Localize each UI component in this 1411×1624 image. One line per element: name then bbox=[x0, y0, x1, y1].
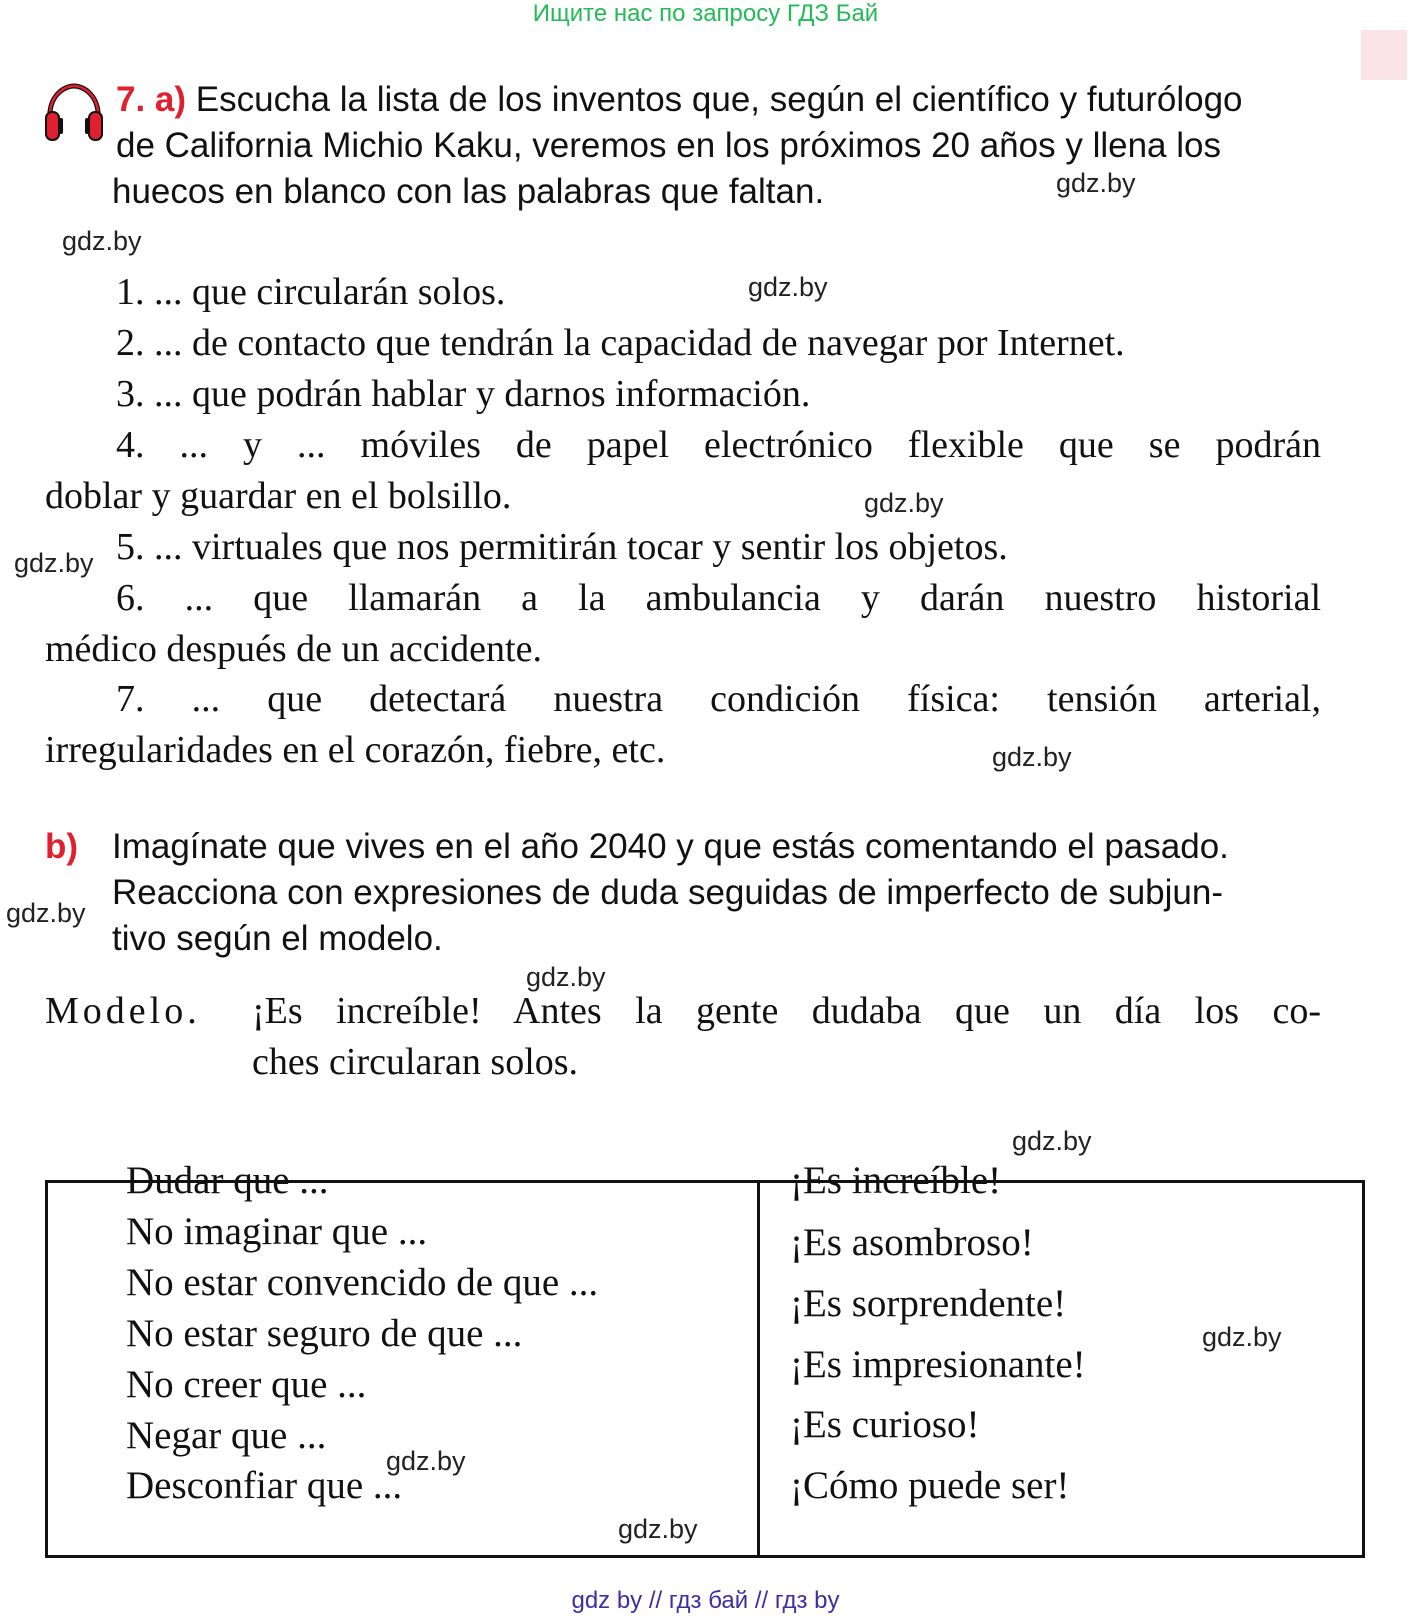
model-label: Modelo. bbox=[45, 990, 201, 1032]
model-line-1: ¡Es increíble! Antes la gente dudaba que un día los co- bbox=[252, 990, 1321, 1032]
watermark: gdz.by bbox=[386, 1446, 466, 1476]
exercise-a-line-1 bbox=[116, 76, 1243, 123]
reaction-expression: ¡Es sorprendente! bbox=[790, 1282, 1067, 1325]
watermark: gdz.by bbox=[6, 898, 86, 928]
doubt-expression: Negar que ... bbox=[126, 1414, 327, 1457]
exercise-b-line-3: tivo según el modelo. bbox=[112, 919, 443, 958]
watermark: gdz.by bbox=[14, 548, 94, 578]
watermark: gdz.by bbox=[864, 488, 944, 518]
watermark: gdz.by bbox=[618, 1514, 698, 1544]
doubt-expression: No estar seguro de que ... bbox=[126, 1312, 523, 1355]
site-banner: Ищите нас по запросу ГДЗ Бай bbox=[532, 0, 879, 27]
list-item-1: 1. ... que circularán solos. bbox=[116, 271, 506, 313]
watermark: gdz.by bbox=[1202, 1322, 1282, 1352]
list-item-2: 2. ... de contacto que tendrán la capacidad de navegar por Internet. bbox=[116, 322, 1125, 364]
list-item-4-first: 4. ... y ... móviles de papel electrónico flexible que se podrán bbox=[116, 424, 1321, 466]
doubt-expression: Dudar que ... bbox=[126, 1159, 329, 1202]
reaction-expression: ¡Es increíble! bbox=[790, 1159, 1002, 1202]
watermark: gdz.by bbox=[62, 226, 142, 256]
watermark: gdz.by bbox=[748, 272, 828, 302]
list-item-3: 3. ... que podrán hablar y darnos información. bbox=[116, 373, 811, 415]
reaction-expression: ¡Cómo puede ser! bbox=[790, 1464, 1070, 1507]
list-item-6-first: 6. ... que llamarán a la ambulancia y darán nuestro historial bbox=[116, 577, 1321, 619]
watermark: gdz.by bbox=[1012, 1126, 1092, 1156]
reaction-expression: ¡Es asombroso! bbox=[790, 1221, 1034, 1264]
page-corner-tab bbox=[1361, 30, 1407, 80]
site-footer: gdz by // гдз бай // гдз by bbox=[571, 1587, 840, 1614]
exercise-a-number: 7. a) bbox=[116, 80, 187, 119]
watermark: gdz.by bbox=[992, 742, 1072, 772]
list-item-6-second: médico después de un accidente. bbox=[45, 628, 542, 670]
table-divider bbox=[757, 1180, 760, 1558]
watermark: gdz.by bbox=[526, 962, 606, 992]
list-item-7-second: irregularidades en el corazón, fiebre, etc. bbox=[45, 729, 666, 771]
doubt-expression: No estar convencido de que ... bbox=[126, 1261, 599, 1304]
list-item-7-first: 7. ... que detectará nuestra condición física: tensión arterial, bbox=[116, 678, 1321, 720]
doubt-expression: Desconfiar que ... bbox=[126, 1464, 403, 1507]
doubt-expression: No creer que ... bbox=[126, 1363, 367, 1406]
headphones-icon bbox=[42, 82, 106, 144]
model-line-2: ches circularan solos. bbox=[252, 1041, 579, 1083]
exercise-a-text-1: Escucha la lista de los inventos que, según el científico y futurólogo bbox=[195, 80, 1243, 119]
list-item-4-second: doblar y guardar en el bolsillo. bbox=[45, 475, 512, 517]
exercise-b-line-2: Reacciona con expresiones de duda seguidas de imperfecto de subjun- bbox=[112, 873, 1223, 912]
doubt-expression: No imaginar que ... bbox=[126, 1210, 428, 1253]
watermark: gdz.by bbox=[1056, 168, 1136, 198]
reaction-expression: ¡Es curioso! bbox=[790, 1403, 980, 1446]
exercise-a-line-3: huecos en blanco con las palabras que faltan. bbox=[112, 172, 825, 211]
list-item-5: 5. ... virtuales que nos permitirán tocar y sentir los objetos. bbox=[116, 526, 1008, 568]
reaction-expression: ¡Es impresionante! bbox=[790, 1343, 1086, 1386]
exercise-b-label: b) bbox=[45, 827, 79, 866]
exercise-a-line-2: de California Michio Kaku, veremos en los próximos 20 años y llena los bbox=[116, 126, 1221, 165]
exercise-b-line-1: Imagínate que vives en el año 2040 y que estás comentando el pasado. bbox=[112, 827, 1229, 866]
